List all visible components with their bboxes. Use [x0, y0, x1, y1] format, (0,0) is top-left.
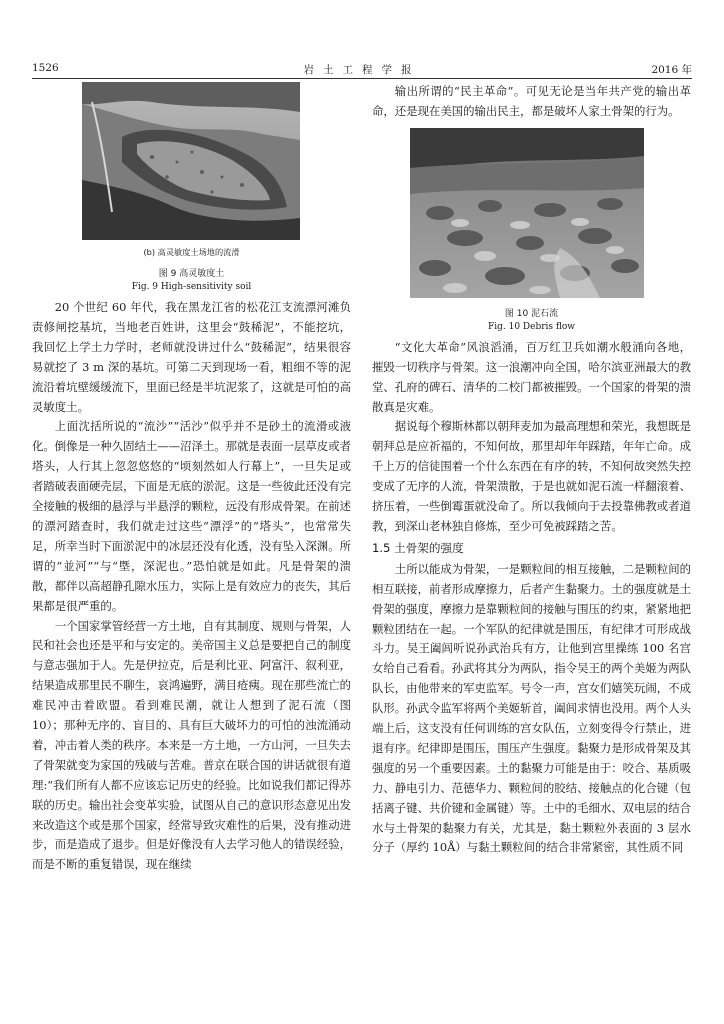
figure-10-caption-zh: 图 10 泥石流 — [504, 308, 559, 319]
running-header — [32, 62, 692, 76]
body-paragraph-continued: 输出所谓的“民主革命”。可见无论是当年共产党的输出革命，还是现在美国的输出民主，都是破坏人家土骨架的行为。 — [372, 84, 691, 118]
figure-9-caption-zh: 图 9 高灵敏度土 — [158, 269, 225, 279]
journal-name: 岩土工程学报 — [303, 64, 421, 76]
left-column — [32, 82, 351, 875]
page-number: 1526 — [32, 62, 59, 74]
publication-year: 2016 年 — [651, 64, 692, 76]
figure-9-caption-en: Fig. 9 High-sensitivity soil — [131, 282, 252, 292]
body-paragraph: 一个国家掌管经营一方土地，自有其制度、规则与骨架，人民和社会也还是平和与安定的。美帝国主义总是要把自己的制度与意志强加于人。先是伊拉克，后是利比亚、阿富汗、叙利亚，结果造成那里民不聊生，哀鸿遍野，满目疮痍。现在那些流亡的难民冲击着欧盟。看到难民潮，就让人想到了泥石流（图 10）；那种无序的、盲目的、具有巨大破坏力的可怕的浊流涌动着，冲击着人类的秩序。本来是一方土地，一方山河，一旦失去了骨架就变为家国的残破与苦难。普京在联合国的讲话就很有道理:“我们所有人都不应该忘记历史的经验。比如说我们都记得苏联的历史。输出社会变革实验，试图从自己的意识形态意见出发来改造这个或是那个国家，经常导致灾难性的后果，没有推动进步，而是造成了退步。但是好像没有人去学习他人的错误经验，而是不断的重复错误，现在继续 — [32, 618, 351, 872]
body-paragraph: 20 个世纪 60 年代，我在黑龙江省的松花江支流漂河滩负责修闸挖基坑，当地老百姓讲，这里会“鼓稀泥”，不能挖坑，我回忆上学土力学时，老师就没讲过什么“鼓稀泥”，结果很容易就挖了 3 m 深的基坑。可第二天到现场一看，粗细不等的泥流沿着坑壁缓缓流下，里面已经是半坑泥浆了，这就是可怕的高灵敏度土。 — [32, 300, 351, 414]
body-paragraph: 上面沈括所说的“流沙”“活沙”似乎并不是砂土的流滑或液化。倒像是一种久固结土——沼泽土。那就是表面一层草皮或者塔头，人行其上忽忽悠悠的“顷刻然如人行幕上”，一旦失足或者踏破表面硬壳层，下面是无底的淤泥。这是一些彼此还没有完全接触的极细的悬浮与半悬浮的颗粒，远没有形成骨架。在前述的漂河踏查时，我们就走过这些“漂浮”的“塔头”，也常常失足，所幸当时下面淤泥中的冰层还没有化透，没有坠入深渊。所谓的“並河”“与“塈，深泥也。”恐怕就是如此。凡是骨架的溃散，都伴以高超静孔隙水压力，实际上是有效应力的丧失，其后果都是很严重的。 — [32, 419, 351, 613]
debris-flow-photo — [410, 128, 644, 298]
body-paragraph: 据说每个穆斯林都以朝拜麦加为最高理想和荣光，我想既是朝拜总是应祈福的，不知何故，那里却年年踩踏，年年亡命。成千上万的信徒围着一个什么东西在有序的转，不知何故突然失控变成了无序的人流，骨架溃散，于是也就如泥石流一样翻滚着、挤压着，一些倒霉蛋就没命了。所以我倾向于去投靠佛教或者道教，到深山老林独自修炼，至少可免被踩踏之苦。 — [372, 419, 691, 533]
body-paragraph: 土所以能成为骨架，一是颗粒间的相互接触，二是颗粒间的相互联接，前者形成摩擦力，后者产生黏聚力。土的强度就是土骨架的强度，摩擦力是靠颗粒间的接触与围压的约束，紧紧地把颗粒团结在一起。一个军队的纪律就是围压，有纪律才可形成战斗力。吴王阖闾听说孙武治兵有方，让他到宫里操练 100 名宫女给自己看看。孙武将其分为两队，指令吴王的两个美姬为两队队长，由他带来的军吏监军。号令一声，宫女们嬉笑玩闹，不成队形。孙武令监军将两个美姬斩首，阖闾求情也没用。两个人头端上后，这支没有任何训练的宫女队伍，立刻变得令行禁止，进退有序。纪律即是围压，围压产生强度。黏聚力是形成骨架及其强度的另一个重要因素。土的黏聚力可能是由于：咬合、基质吸力、静电引力、范德华力、颗粒间的胶结、接触点的化合键（包括离子键、共价键和金属键）等。土中的毛细水、双电层的结合水与土骨架的黏聚力有关，尤其是，黏土颗粒外表面的 3 层水分子（厚约 10Å）与黏土颗粒间的结合非常紧密，其性质不同 — [372, 561, 691, 855]
section-heading: 1.5 土骨架的强度 — [372, 540, 464, 555]
body-paragraph: “文化大革命”风浪滔涌，百万红卫兵如潮水般涌向各地，摧毁一切秩序与骨架。这一浪潮冲向全国，哈尔滨亚洲最大的教堂、孔府的碑石、清华的二校门都被摧毁。一个国家的骨架的溃散真是灾难。 — [372, 339, 691, 414]
figure-10-caption-en: Fig. 10 Debris flow — [487, 321, 575, 332]
landslide-photo — [82, 82, 300, 240]
figure-9-subcaption: (b) 高灵敏度土场地的流滑 — [143, 247, 240, 257]
header-rule — [32, 78, 692, 79]
right-column — [372, 82, 691, 858]
figure-10-photo — [410, 128, 644, 298]
figure-9-photo — [82, 82, 300, 240]
